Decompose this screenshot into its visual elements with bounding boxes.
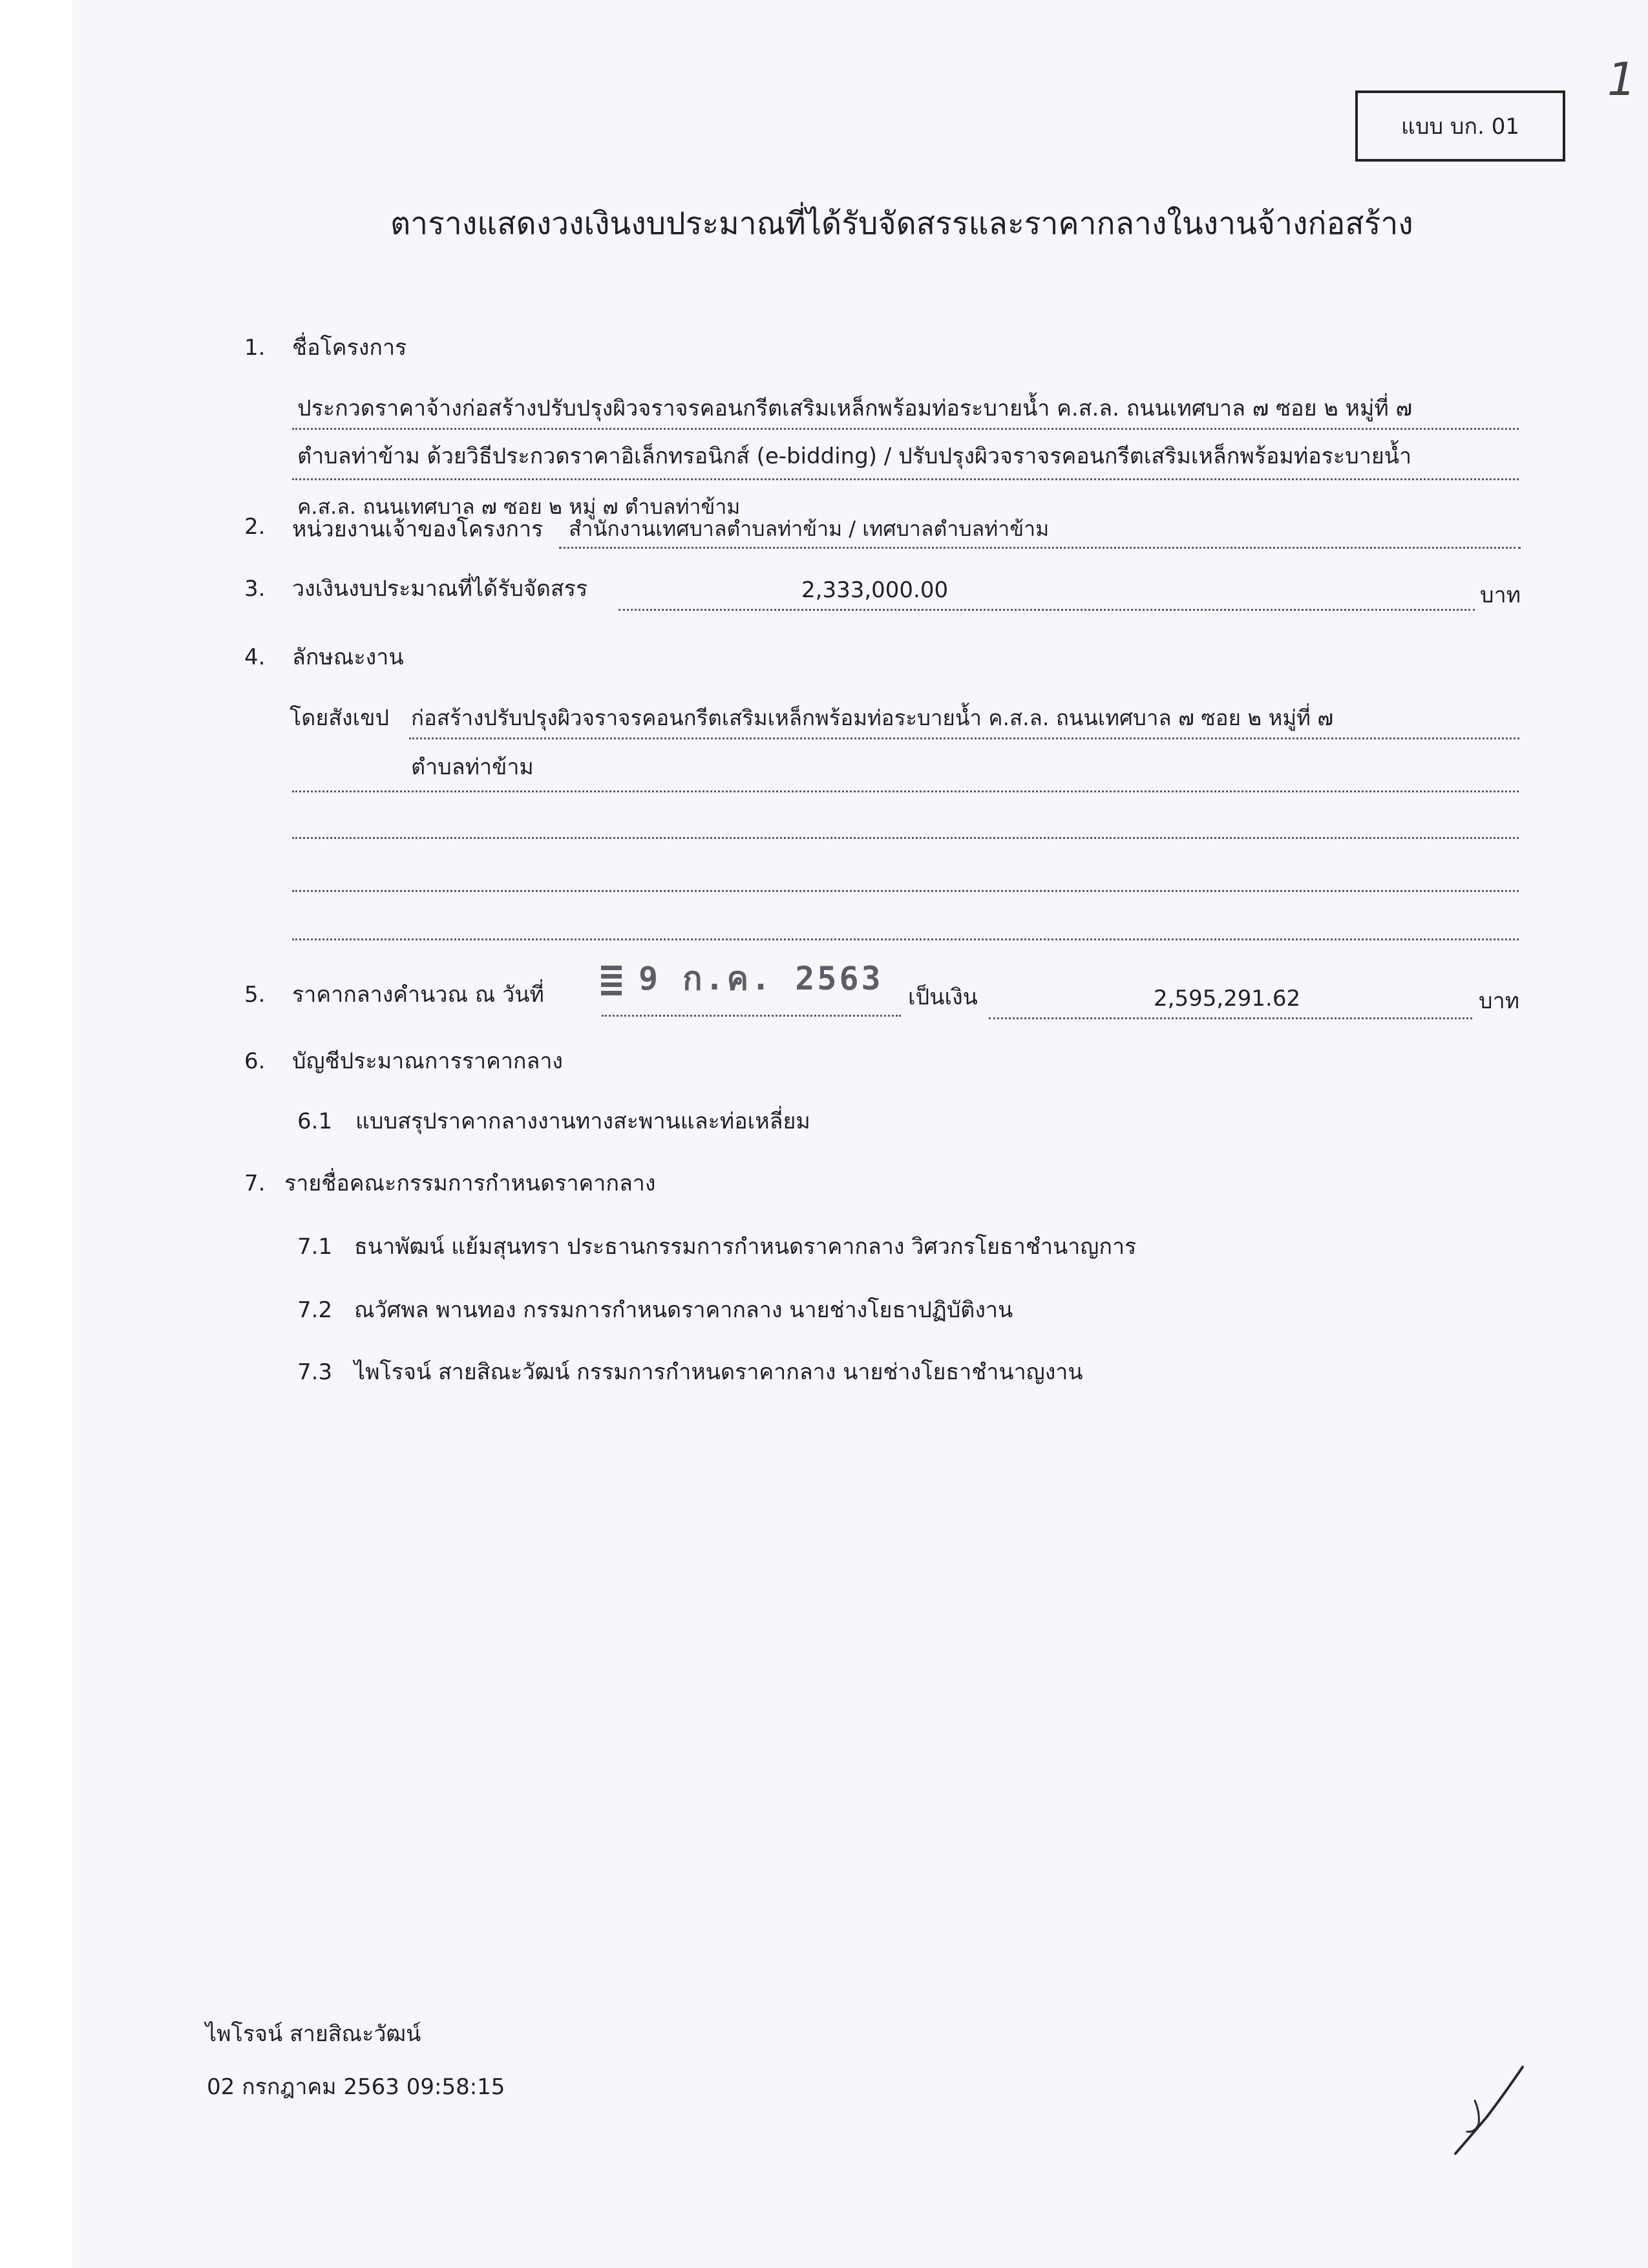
- project-owner: สำนักงานเทศบาลตำบลท่าข้าม / เทศบาลตำบลท่าข้าม: [569, 516, 1050, 541]
- item-7-number: 7.: [244, 1171, 266, 1196]
- item-7-3-number: 7.3: [297, 1359, 333, 1385]
- item-6-label: บัญชีประมาณการราคากลาง: [292, 1048, 564, 1074]
- project-name-line-2: ตำบลท่าข้าม ด้วยวิธีประกวดราคาอิเล็กทรอนิกส์ (e-bidding) / ปรับปรุงผิวจราจรคอนกรีตเสริมเหล็กพร้อมท่อระบายน้ำ: [297, 443, 1412, 469]
- committee-member-3: ไพโรจน์ สายสิณะวัฒน์ กรรมการกำหนดราคากลาง นายช่างโยธาชำนาญงาน: [354, 1359, 1083, 1385]
- median-price-unit: บาท: [1479, 988, 1520, 1014]
- dotted-line: [292, 890, 1519, 892]
- page-mark: 1: [1607, 53, 1636, 106]
- budget-amount: 2,333,000.00: [801, 577, 949, 603]
- item-3-label: วงเงินงบประมาณที่ได้รับจัดสรร: [292, 576, 588, 602]
- item-5-label: ราคากลางคำนวณ ณ วันที่: [292, 982, 544, 1008]
- item-3-number: 3.: [244, 576, 266, 602]
- dotted-line: [292, 478, 1519, 480]
- item-1-label: ชื่อโครงการ: [292, 335, 407, 361]
- median-price-amount: 2,595,291.62: [1154, 986, 1301, 1012]
- work-summary-line-2: ตำบลท่าข้าม: [411, 754, 534, 780]
- work-summary-line-1: ก่อสร้างปรับปรุงผิวจราจรคอนกรีตเสริมเหล็กพร้อมท่อระบายน้ำ ค.ส.ล. ถนนเทศบาล ๗ ซอย ๒ หมู่ที่ ๗: [411, 705, 1334, 730]
- dotted-line: [292, 837, 1519, 839]
- page-title: ตารางแสดงวงเงินงบประมาณที่ได้รับจัดสรรและราคากลางในงานจ้างก่อสร้าง: [390, 206, 1413, 242]
- dotted-line: [292, 938, 1519, 940]
- committee-member-2: ณวัศพล พานทอง กรรมการกำหนดราคากลาง นายช่างโยธาปฏิบัติงาน: [354, 1297, 1013, 1323]
- amount-label: เป็นเงิน: [908, 984, 978, 1010]
- project-name-line-3: ค.ส.ล. ถนนเทศบาล ๗ ซอย ๒ หมู่ ๗ ตำบลท่าข้าม: [297, 494, 741, 519]
- dotted-line: [602, 1015, 901, 1017]
- dotted-line: [618, 609, 1475, 611]
- item-7-2-number: 7.2: [297, 1297, 333, 1323]
- summary-label: โดยสังเขป: [290, 705, 390, 731]
- committee-member-1: ธนาพัฒน์ แย้มสุนทรา ประธานกรรมการกำหนดราคากลาง วิศวกรโยธาชำนาญการ: [354, 1234, 1137, 1260]
- item-1-number: 1.: [244, 335, 266, 361]
- sign-timestamp: 02 กรกฎาคม 2563 09:58:15: [207, 2074, 505, 2100]
- item-5-number: 5.: [244, 982, 266, 1008]
- dotted-line: [292, 428, 1519, 430]
- item-7-label: รายชื่อคณะกรรมการกำหนดราคากลาง: [284, 1171, 656, 1196]
- handwritten-initial-mark: [1441, 2062, 1532, 2159]
- item-6-1-number: 6.1: [297, 1108, 333, 1134]
- item-7-1-number: 7.1: [297, 1234, 333, 1260]
- date-stamp: [601, 955, 892, 1002]
- date-stamp-text: 9 ก.ค. 2563: [639, 959, 883, 997]
- item-2-number: 2.: [244, 514, 266, 540]
- item-4-number: 4.: [244, 644, 266, 670]
- form-code-box: แบบ บก. 01: [1355, 90, 1565, 162]
- project-name-line-1: ประกวดราคาจ้างก่อสร้างปรับปรุงผิวจราจรคอนกรีตเสริมเหล็กพร้อมท่อระบายน้ำ ค.ส.ล. ถนนเทศบาล ๗ ซอย ๒ หมู่ที่ ๗: [297, 396, 1413, 421]
- item-6-1-text: แบบสรุปราคากลางงานทางสะพานและท่อเหลี่ยม: [355, 1108, 810, 1134]
- signer-name: ไพโรจน์ สายสิณะวัฒน์: [206, 2021, 421, 2047]
- dotted-line: [559, 547, 1521, 549]
- item-4-label: ลักษณะงาน: [292, 644, 404, 670]
- stamp-mark-icon: [601, 962, 622, 995]
- dotted-line: [409, 737, 1519, 739]
- budget-unit: บาท: [1480, 582, 1521, 608]
- item-6-number: 6.: [244, 1048, 266, 1074]
- item-2-label: หน่วยงานเจ้าของโครงการ: [292, 516, 544, 542]
- dotted-line: [989, 1017, 1472, 1019]
- dotted-line: [292, 790, 1519, 792]
